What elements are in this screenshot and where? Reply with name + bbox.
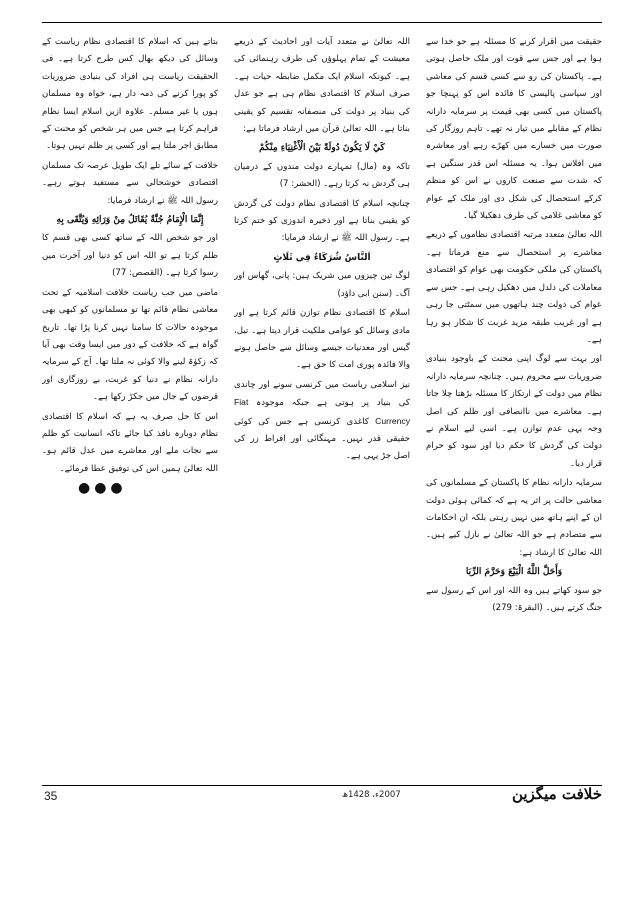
paragraph: لوگ تین چیزوں میں شریک ہیں: پانی، گھاس اور آگ۔ (سنن ابی داؤد) xyxy=(234,271,410,299)
paragraph: ماضی میں جب ریاست خلافت اسلامیہ کے تحت معاشی نظام قائم تھا تو مسلمانوں کو کبھی بھی موجودہ حالات کا سامنا نہیں کرنا پڑا تھا۔ تاریخ گواہ ہے کہ خلافت کے دور میں ایسا وقت بھی آیا کہ زکوٰۃ لینے والا کوئی نہ ملتا تھا۔ آج کے سرمایہ دارانہ نظام نے دنیا کو غربت، بے روزگاری اور قرضوں کے جال میں جکڑ رکھا ہے۔ xyxy=(42,287,218,403)
paragraph: اس کا حل صرف یہ ہے کہ اسلام کا اقتصادی نظام دوبارہ نافذ کیا جائے تاکہ انسانیت کو ظلم سے نجات ملے اور معاشرے میں عدل قائم ہو۔ اللہ تعالیٰ ہمیں اس کی توفیق عطا فرمائے۔ xyxy=(42,411,218,474)
paragraph: تاکہ وہ (مال) تمہارے دولت مندوں کے درمیان ہی گردش نہ کرتا رہے۔ (الحشر: 7) xyxy=(234,161,410,190)
paragraph: بتاتے ہیں کہ اسلام کا اقتصادی نظام ریاست کے وسائل کی دیکھ بھال کس طرح کرتا ہے۔ فی الحقیقت ریاست ہی افراد کی بنیادی ضروریات کو پورا کرنے کی ذمہ دار ہے، خواہ وہ مسلمان ہوں یا غیر مسلم۔ علاوہ ازیں اسلام ایسا نظام فراہم کرتا ہے جس میں ہر شخص کو محنت کے مطابق اجر ملتا ہے اور کسی پر ظلم نہیں ہوتا۔ xyxy=(42,37,218,152)
quran-verse: كَيْ لَا يَكُونَ دُولَةً بَيْنَ الْأَغْنِيَاءِ مِنْكُمْ xyxy=(259,143,385,154)
column-right xyxy=(426,34,602,776)
page-number: 35 xyxy=(44,789,58,803)
hadith-heading: اَلنَّاسُ شُرَكَاءُ فِي ثَلَاثٍ xyxy=(273,252,371,263)
text-run: نیز اسلامی ریاست میں کرنسی سونے اور چاندی کی بنیاد پر ہوتی ہے جبکہ موجودہ xyxy=(234,379,410,409)
paragraph: حقیقت میں اقرار کرنے کا مسئلہ ہے جو خدا سے ہوا ہے اور جس سے قوت اور ملک حاصل ہوتی ہے۔ پاکستان کی رو سے کسی قسم کی معاشی اور سیاسی پالیسی کا فائدہ اس کو پہنچا جو پاکستان میں کسی بھی قیمت پر سرمایہ دارانہ نظام کے مقابلے میں تیار نہ تھے۔ تاہم روزگار کی صورت میں خسارے میں کھڑے رہے اور معاشرہ میں افلاس ہوا۔ یہ مسئلہ اس قدر سنگین ہے کہ شدت سے صنعت کاروں نے اس کو منظم کرکے استحصال کی شکل دی اور ملک کے عوام کو معاشی غلامی کی طرف دھکیلا گیا۔ xyxy=(426,37,602,222)
article-columns xyxy=(42,34,602,776)
end-of-article-mark: ●●● xyxy=(78,480,127,497)
paragraph: خلافت کے سائے تلے ایک طویل عرصہ تک مسلمان اقتصادی خوشحالی سے مستفید ہوتے رہے۔ رسول اللہ ﷺ نے ارشاد فرمایا: xyxy=(42,160,218,206)
fiat-currency-term: Fiat Currency xyxy=(234,397,410,426)
paragraph: سرمایہ دارانہ نظام کا پاکستان کے مسلمانوں کی معاشی حالت پر اثر یہ ہے کہ کمائی ہوئی دولت ان کے اپنے ہاتھ میں نہیں رہتی بلکہ ان احکامات سے متصادم ہے جو اللہ تعالیٰ نے نازل کیے ہیں۔ اللہ تعالیٰ کا ارشاد ہے: xyxy=(426,478,602,558)
column-left xyxy=(42,34,218,776)
paragraph: اللہ تعالیٰ متعدد مرتبہ اقتصادی نظاموں کے ذریعے معاشرے پر استحصال سے منع فرماتا ہے۔ پاکستان کی ملکی حکومت بھی عوام کو اقتصادی معاملات کی دلدل میں دھکیل رہی ہے۔ جس سے عوام کی دولت چند ہاتھوں میں سمٹتی جا رہی ہے اور غریب طبقہ مزید غربت کا شکار ہو رہا ہے۔ xyxy=(426,230,602,345)
paragraph: اسلام کا اقتصادی نظام توازن قائم کرتا ہے اور مادی وسائل کو عوامی ملکیت قرار دیتا ہے۔ تیل، گیس اور معدنیات جیسے وسائل سے حاصل ہونے والا فائدہ پوری امت کا حق ہے۔ xyxy=(234,308,410,371)
paragraph: اور بہت سے لوگ اپنی محنت کے باوجود بنیادی ضروریات سے محروم ہیں۔ چنانچہ سرمایہ دارانہ نظام میں دولت کے ارتکاز کا مسئلہ بڑھتا چلا جاتا ہے۔ معاشرے میں ناانصافی اور ظلم کی اصل وجہ یہی عدم توازن ہے۔ اسی لیے اسلام نے دولت کی گردش کا حکم دیا اور سود کو حرام قرار دیا۔ xyxy=(426,354,602,469)
issue-date: 2007ء، 1428ھ xyxy=(342,790,401,800)
page-footer xyxy=(42,786,602,810)
quran-verse: وَأَحَلَّ اللَّهُ الْبَيْعَ وَحَرَّمَ الرِّبَا xyxy=(465,567,563,578)
paragraph: چنانچہ اسلام کا اقتصادی نظام دولت کی گردش کو یقینی بناتا ہے اور ذخیرہ اندوزی کو ختم کرتا ہے۔ رسول اللہ ﷺ نے ارشاد فرمایا: xyxy=(234,198,410,244)
text-run: کاغذی کرنسی ہے جس کی کوئی حقیقی قدر نہیں۔ مہنگائی اور افراط زر کی اصل جڑ یہی ہے۔ xyxy=(234,416,410,462)
hadith-text: إِنَّمَا الْإِمَامُ جُنَّةٌ يُقَاتَلُ مِنْ وَرَائِهِ وَيُتَّقَى بِهِ xyxy=(56,215,204,226)
magazine-logo: خلافت میگزین xyxy=(511,785,602,803)
column-middle xyxy=(234,34,410,776)
paragraph: جو سود کھاتے ہیں وہ اللہ اور اس کے رسول سے جنگ کرتے ہیں۔ (البقرۃ: 279) xyxy=(426,585,602,613)
top-rule xyxy=(42,22,602,23)
paragraph: اور جو شخص اللہ کے ساتھ کسی بھی قسم کا ظلم کرتا ہے تو اللہ اس کو دنیا اور آخرت میں رسوا کرتا ہے۔ (القصص: 77) xyxy=(42,233,218,279)
paragraph: اللہ تعالیٰ نے متعدد آیات اور احادیث کے ذریعے معیشت کے تمام پہلوؤں کی طرف رہنمائی کی ہے۔ کیونکہ اسلام ایک مکمل ضابطہ حیات ہے۔ صرف اسلام کا اقتصادی نظام ہی ہے جو عدل کی بنیاد پر دولت کی منصفانہ تقسیم کو یقینی بناتا ہے۔ اللہ تعالیٰ قرآن میں ارشاد فرماتا ہے: xyxy=(234,37,410,135)
paragraph xyxy=(234,377,410,466)
